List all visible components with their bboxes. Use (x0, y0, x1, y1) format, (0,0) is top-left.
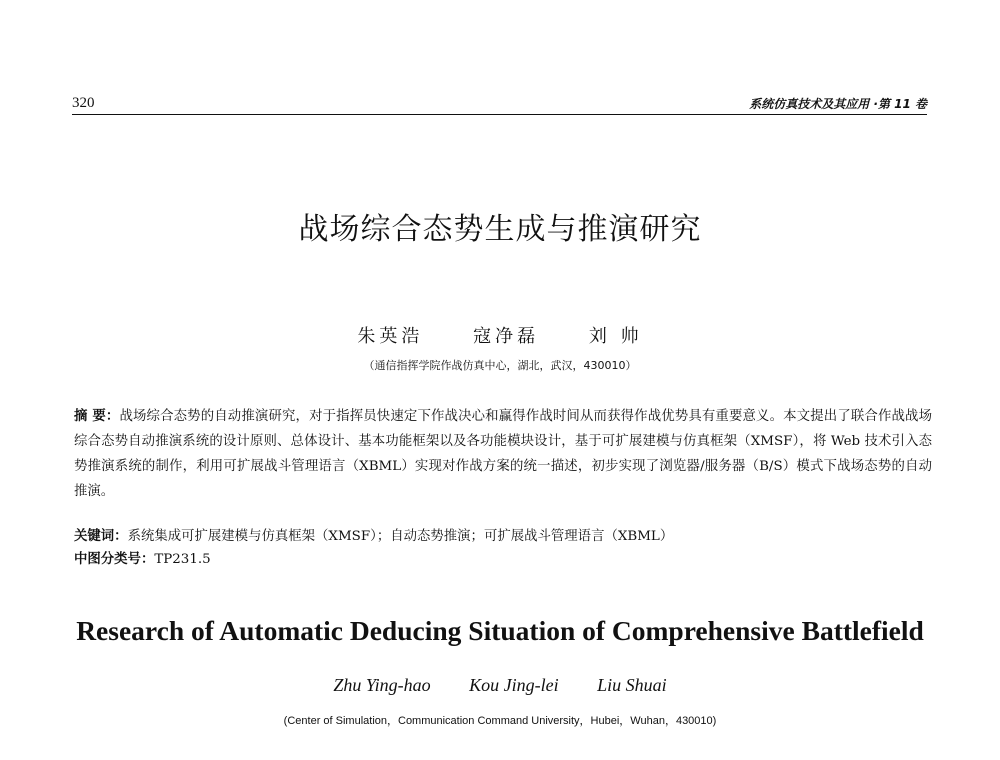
abstract-text: 战场综合态势的自动推演研究，对于指挥员快速定下作战决心和赢得作战时间从而获得作战优势具有重要意义。本文提出了联合作战战场综合态势自动推演系统的设计原则、总体设计、基本功能框架以及各功能模块设计，基于可扩展建模与仿真框架（XMSF），将 Web 技术引入态势推演系统的制作，利用可扩展战斗管理语言（XBML）实现对作战方案的统一描述，初步实现了浏览器/服务器（B/S）模式下战场态势的自动推演。 (74, 409, 932, 499)
affiliation-chinese: （通信指挥学院作战仿真中心，湖北，武汉，430010） (363, 359, 637, 372)
author-cn-2: 寇净磊 (473, 326, 540, 347)
abstract-chinese (74, 404, 932, 504)
abstract-label: 摘 要： (74, 409, 120, 424)
page-number: 320 (72, 95, 95, 111)
keywords-label: 关键词： (74, 529, 128, 544)
keywords-text: 系统集成可扩展建模与仿真框架（XMSF）；自动态势推演；可扩展战斗管理语言（XBML） (127, 529, 674, 544)
classification-number (74, 547, 932, 572)
author-cn-1: 朱英浩 (357, 326, 424, 347)
author-cn-3: 刘 帅 (588, 326, 643, 347)
author-en-1: Zhu Ying-hao (333, 675, 431, 695)
authors-chinese (0, 322, 1000, 348)
author-en-3: Liu Shuai (597, 675, 667, 695)
title-english: Research of Automatic Deducing Situation of Comprehensive Battlefield (76, 615, 924, 646)
classification-label: 中图分类号： (74, 552, 155, 567)
affiliation-english: (Center of Simulation，Communication Command University，Hubei，Wuhan，430010) (283, 715, 717, 727)
authors-english (0, 675, 1000, 696)
journal-info: 系统仿真技术及其应用 ·第 11 卷 (749, 97, 927, 111)
keywords-chinese (74, 524, 932, 549)
running-header (72, 94, 927, 115)
title-chinese: 战场综合态势生成与推演研究 (298, 212, 702, 247)
classification-text: TP231.5 (154, 552, 211, 567)
author-en-2: Kou Jing-lei (469, 675, 559, 695)
